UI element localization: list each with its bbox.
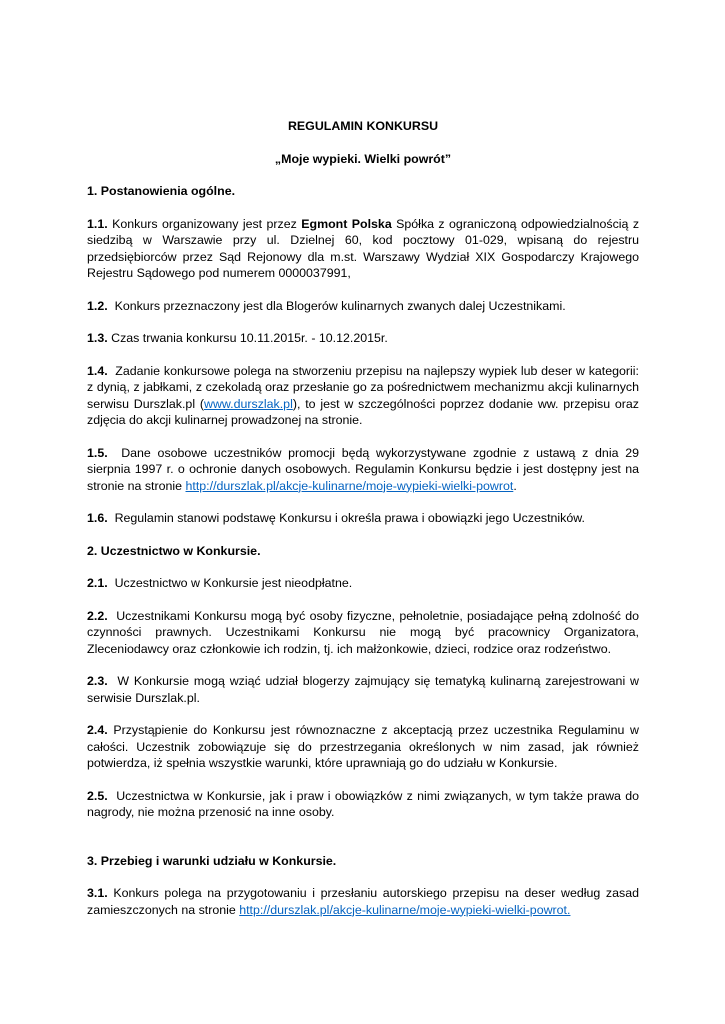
paragraph-1-3 — [87, 330, 639, 347]
paragraph-number: 1.3. — [87, 331, 108, 345]
paragraph-text: ), to jest w szczególności poprzez dodanie ww. przepisu oraz zdjęcia do akcji kulinarnej prowadzonej na stronie. — [87, 396, 639, 427]
paragraph-1-2 — [87, 298, 639, 315]
paragraph-number: 1.1. — [87, 216, 108, 231]
paragraph-number: 3.1. — [87, 886, 108, 900]
durszlak-link[interactable]: www.durszlak.pl — [204, 396, 293, 411]
paragraph-2-4 — [87, 722, 639, 772]
document-title: REGULAMIN KONKURSU — [287, 119, 439, 133]
paragraph-text: Czas trwania konkursu 10.11.2015r. - 10.12.2015r. — [111, 331, 388, 345]
paragraph-1-5 — [87, 445, 639, 495]
paragraph-text: Konkurs organizowany jest przez — [112, 216, 297, 231]
paragraph-number: 2.1. — [87, 576, 108, 590]
organizer-name: Egmont Polska — [301, 216, 392, 231]
paragraph-number: 1.6. — [87, 511, 108, 525]
paragraph-text: Regulamin stanowi podstawę Konkursu i określa prawa i obowiązki jego Uczestników. — [114, 511, 585, 525]
paragraph-text: Uczestnictwa w Konkursie, jak i praw i obowiązków z nimi związanych, w tym także prawa do nagrody, nie można przenosić na inne osoby. — [87, 788, 639, 819]
paragraph-text: Przystąpienie do Konkursu jest równoznaczne z akceptacją przez uczestnika Regulaminu w całości. Uczestnik zobowiązuje się do przestrzegania określonych w nim zasad, jak również potwierdza, iż spełnia wszystkie warunki, które uprawniają go do udziału w Konkursie. — [87, 723, 639, 770]
paragraph-text: Konkurs przeznaczony jest dla Blogerów kulinarnych zwanych dalej Uczestnikami. — [114, 298, 566, 313]
paragraph-2-3 — [87, 673, 639, 706]
paragraph-number: 2.2. — [87, 608, 108, 623]
paragraph-number: 2.3. — [87, 674, 108, 688]
paragraph-1-6 — [87, 510, 639, 527]
paragraph-1-4 — [87, 363, 639, 429]
paragraph-text: Uczestnictwo w Konkursie jest nieodpłatne. — [114, 576, 353, 590]
paragraph-text: Konkurs polega na przygotowaniu i przesłaniu autorskiego przepisu na deser według zasad zamieszczonych na stronie — [87, 886, 639, 917]
paragraph-number: 1.5. — [87, 445, 108, 460]
paragraph-text: Spółka z ograniczoną odpowiedzialnością z siedzibą w Warszawie przy ul. Dzielnej 60, kod pocztowy 01-029, wpisaną do rejestru przedsiębiorców przez Sąd Rejonowy dla m.st. Warszawy Wydział XIX Gospodarczy Krajowego Rejestru Sądowego pod numerem 0000037991, — [87, 216, 640, 280]
regulations-link[interactable]: http://durszlak.pl/akcje-kulinarne/moje-wypieki-wielki-powrot — [185, 478, 514, 493]
contest-name: „Moje wypieki. Wielki powrót” — [274, 151, 452, 166]
section-1-heading: 1. Postanowienia ogólne. — [87, 184, 236, 198]
paragraph-number: 1.4. — [87, 363, 108, 378]
paragraph-number: 2.5. — [87, 788, 108, 803]
paragraph-text: Dane osobowe uczestników promocji będą wykorzystywane zgodnie z ustawą z dnia 29 sierpnia 1997 r. o ochronie danych osobowych. Regulamin Konkursu będzie i jest dostępny jest na stronie na stronie — [87, 445, 639, 493]
paragraph-text: W Konkursie mogą wziąć udział blogerzy zajmujący się tematyką kulinarną zarejestrowani w serwisie Durszlak.pl. — [87, 674, 639, 705]
section-3-heading: 3. Przebieg i warunki udziału w Konkursie. — [87, 853, 337, 868]
paragraph-2-5 — [87, 788, 639, 821]
paragraph-number: 1.2. — [87, 298, 108, 313]
paragraph-2-1 — [87, 575, 639, 592]
paragraph-2-2 — [87, 608, 639, 658]
paragraph-3-1 — [87, 885, 639, 918]
contest-page-link[interactable]: http://durszlak.pl/akcje-kulinarne/moje-wypieki-wielki-powrot. — [239, 902, 571, 917]
paragraph-text: . — [513, 478, 517, 493]
paragraph-text: Uczestnikami Konkursu mogą być osoby fizyczne, pełnoletnie, posiadające pełną zdolność do czynności prawnych. Uczestnikami Konkursu nie mogą być pracownicy Organizatora, Zleceniodawcy oraz członkowie ich rodzin, tj. ich małżonkowie, dzieci, rodzice oraz rodzeństwo. — [87, 608, 639, 656]
paragraph-text: Zadanie konkursowe polega na stworzeniu przepisu na najlepszy wypiek lub deser w kategorii: z dynią, z jabłkami, z czekoladą oraz przesłanie go za pośrednictwem mechanizmu akcji kulinarnych serwisu Durszlak.pl ( — [87, 363, 639, 411]
document-page — [87, 118, 639, 918]
section-2-heading: 2. Uczestnictwo w Konkursie. — [87, 543, 261, 558]
paragraph-1-1 — [87, 216, 639, 282]
paragraph-number: 2.4. — [87, 723, 108, 737]
